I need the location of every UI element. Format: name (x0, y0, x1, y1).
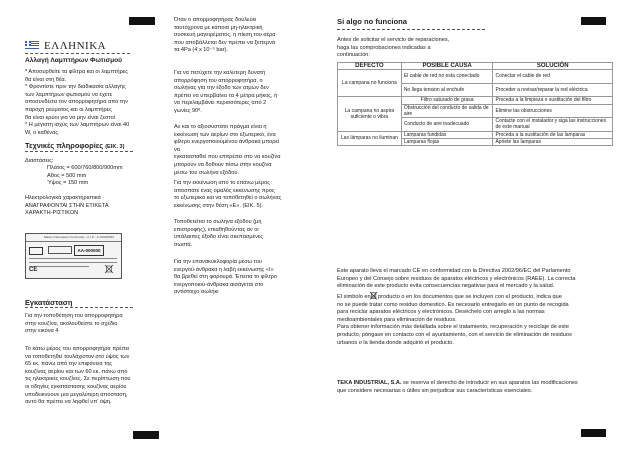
header-cause: POSIBLE CAUSA (401, 63, 493, 70)
install-text-2: Το κάτω μέρος του απορροφητήρα πρέπει να τοποθετηθεί τουλάχιστον στο ύψος των 65 εκ. πάνω από την επιφάνεια της κουζίνας αερίου και των 60 εκ. πάνω από τις ηλεκτρικές κουζίνες. Σε περίπτωση που οι οδηγίες εγκατάστασης κουζίνας αερίου υποδεικνύουν μια μεγαλύτερη απόσταση, αυτό θα πρέπει να ληφθεί υπ' όψη. (25, 346, 131, 406)
col2-paragraph-3: Αν και το αξιοσύστατο πράγμα είναι η εκκένωση των αερίων στο εξωτερικό, ένα φίλτρο ενεργοποιούμένου άνθρακα μπορεί να εγκατασταθεί που επιτρέπει στο να κουζίνα μπορούν να δοθούν πίσω στην κουζίνα μέσω του σωλήνα εξόδου. (174, 124, 281, 176)
footer-bar-left (133, 431, 159, 439)
cause-cell: Conducto de aire inadecuado (401, 118, 493, 132)
lamp-change-text: * Αποσυρθείτε τα φίλτρα και οι λαμπτήρες θα είναι στη θέα. * Φροντίστε πριν την διαδικασία αλλαγής των λαμπτήρων φωτισμού να έχετε αποσυνδέσει τον απορροφητήρα από την παροχή ρεύματος και οι λαμπτήρες θα είναι κρύοι για να μην είναι ζεστοί * Η μέγιστη ισχύς των λαμπτήρων είναι 40 W, ο καθένας. (25, 69, 130, 136)
troubleshooting-table (337, 62, 613, 146)
specs-rule (25, 151, 133, 152)
header-bar-left (129, 17, 155, 25)
solution-cell: Elimine las obstrucciones (493, 104, 613, 118)
electrical-specs: Ηλεκτρολογικά χαρακτηριστικά ΑΝΑΓΡΑΦΟΝΤΑΙ ΣΤΗΝ ΕΤΙΚΕΤΑ ΧΑΡΑΚΤΗ-ΡΙΣΤΙΚΩΝ (25, 195, 109, 217)
footer-text: TEKA INDUSTRIAL, S.A. se reserva el derecho de introducir en sus aparatos las modificaciones que considere necesarias o útiles sin perjudicar sus características esenciales. (337, 380, 578, 394)
solution-cell: Proceder a revisar/reparar la red eléctrica (493, 83, 613, 97)
col2-paragraph-6: Για την επανακυκλοφορία μέσω του ενεργού-άνθρακα η λαβή εκκένωσης «Ι» θα βρεθεί στη φορουρά. Έπειτα το φίλτρο ενεργοποιού-άνθρακα αισάγεται στο αντίστοιχο σωλήκι (174, 259, 278, 296)
teka-logo-icon (29, 247, 43, 255)
language-header: ΕΛΛΗΝΙΚΑ (44, 40, 107, 52)
cause-cell: El cable de red no esta conectado (401, 70, 493, 84)
header-solution: SOLUCIÓN (493, 63, 613, 70)
table-row (338, 70, 613, 84)
weee-symbol-icon (369, 291, 378, 300)
specs-title: Τεχνικές πληροφορίες (ΕΙΚ. 3) (25, 141, 125, 150)
weee-bin-icon (104, 264, 114, 274)
table-header-row (338, 63, 613, 70)
dimensions-values: Πλάτος = 600/760/800/900mm Αθος = 500 mm Ύψος = 150 mm (47, 165, 123, 187)
solution-cell: Conectar el cable de red (493, 70, 613, 84)
rating-label-image (25, 233, 122, 279)
install-rule (25, 307, 133, 308)
troubleshooting-intro: Antes de solicitar el servicio de reparaciones, haga las comprobaciones indicadas a continuación: (337, 37, 450, 59)
col2-paragraph-4: Για την εκκένωση από το επάνω μέρος αποσπάτε ένας ομαλός εκκένωσης προς το εξωτερικό και να τοποθετηθεί ο σωλήνας εκκένωσης στην θέση «Ε». (ΕΙΚ. 5). (174, 180, 282, 209)
solution-cell: Proceda a la sustitución de las lamparas (493, 131, 613, 138)
solution-cell: Proceda a la limpieza o sustitución del filtro (493, 97, 613, 104)
header-defect: DEFECTO (338, 63, 402, 70)
defect-cell: Las lámparas no iluminan (338, 131, 402, 146)
defect-cell: La campana no funciona (338, 70, 402, 97)
install-title: Εγκατάσταση (25, 298, 73, 307)
footer-bar-right (581, 429, 606, 437)
cause-cell: No llega tension al enchufe (401, 83, 493, 97)
footer-company: TEKA INDUSTRIAL, S.A. (337, 380, 402, 386)
label-field (48, 246, 72, 254)
cause-cell: Lamparas flojas (401, 139, 493, 146)
solution-cell: Contacte con el instalador y siga las instrucciones de este manual (493, 118, 613, 132)
table-row (338, 131, 613, 138)
col2-paragraph-2: Για να πετύχετε την καλύτερη δυνατή απορρόφηση του απορροφητήρα, ο σωλήνας για την έξοδο των ατμών δεν πρέπει να υπερβαίνει τα 4 μέτρα μήκος, ή να περιλαμβάνει περισσότερες από 2 γωνίες 90º. (174, 70, 278, 114)
troubleshooting-rule (337, 29, 485, 30)
troubleshooting-title: Si algo no funciona (337, 17, 408, 26)
language-rule (25, 53, 130, 54)
solution-cell: Apriete las lamparas (493, 139, 613, 146)
weee-paragraph: El simbolo en el producto o en los documentos que se incluyen con el producto, indica que no se puede tratar como residuo domestico. Es necesario entregarlo en un punto de recogida para reciclar aparatos eléctricos y electrónicos. Deséchelo con arreglo a las normas medioambientales para eliminación de residuos. Para obtener información más detallada sobre el tratamiento, recuperación y reciclaje de este producto, póngase en contacto con el ayuntamiento, con el servicio de eliminación de residuos urbanos o la tienda donde adquirió el producto. (337, 294, 572, 346)
install-text-1: Για την τοποθέτηση του απορροφητήρα στην κουζίνα, ακολουθείστε το σχέδιο στην εικόνα 4 (25, 313, 123, 335)
col2-paragraph-1: Όταν ο απορροφητήρας δουλεύει ταυτόχρονα με κάποια μη-ηλεκτρική συσκευή μαγειρέματος, η πίεση του αέρα που αποβάλλεται δεν πρέπει να ξεπερνά τα 4Pa (4 x 10⁻⁵ bar). (174, 17, 276, 54)
col2-paragraph-5: Τοποθετείται το σωλήνα εξόδου (μη επιστροφής), επιαθηθούντας αν οι υπάλαιπες έξοδο είναι σκεπασμένες σωστά. (174, 219, 264, 248)
cause-cell: Obstrucción del conducto de salida de aire (401, 104, 493, 118)
greek-flag-icon (25, 41, 39, 51)
ce-mark-icon: CE (29, 267, 38, 273)
label-header: Made in European Community - C.I.P. - A-1000/0032 (26, 234, 121, 242)
table-row (338, 97, 613, 104)
cause-cell: Filtro saturado de grasa (401, 97, 493, 104)
cause-cell: Lamparas fundidas (401, 131, 493, 138)
ce-paragraph: Este aparato lleva el marcado CE en conformidad con la Directiva 2002/96/EC del Parlamento Europeo y del Consejo sobre residuos de aparatos eléctricos y electrónicos (RAEE). La correcta eliminación de este producto evita consecuencias negativas para el mercado y la salud. (337, 268, 576, 290)
header-bar-right (581, 17, 606, 25)
defect-cell: La campana no aspira suficiente o vibra (338, 97, 402, 131)
lamp-change-title: Αλλαγή Λαμπτήρων Φωτισμού (25, 57, 122, 64)
dimensions-label: Διαστάσεις: (25, 158, 54, 164)
label-code: AA-000000 (74, 245, 104, 256)
